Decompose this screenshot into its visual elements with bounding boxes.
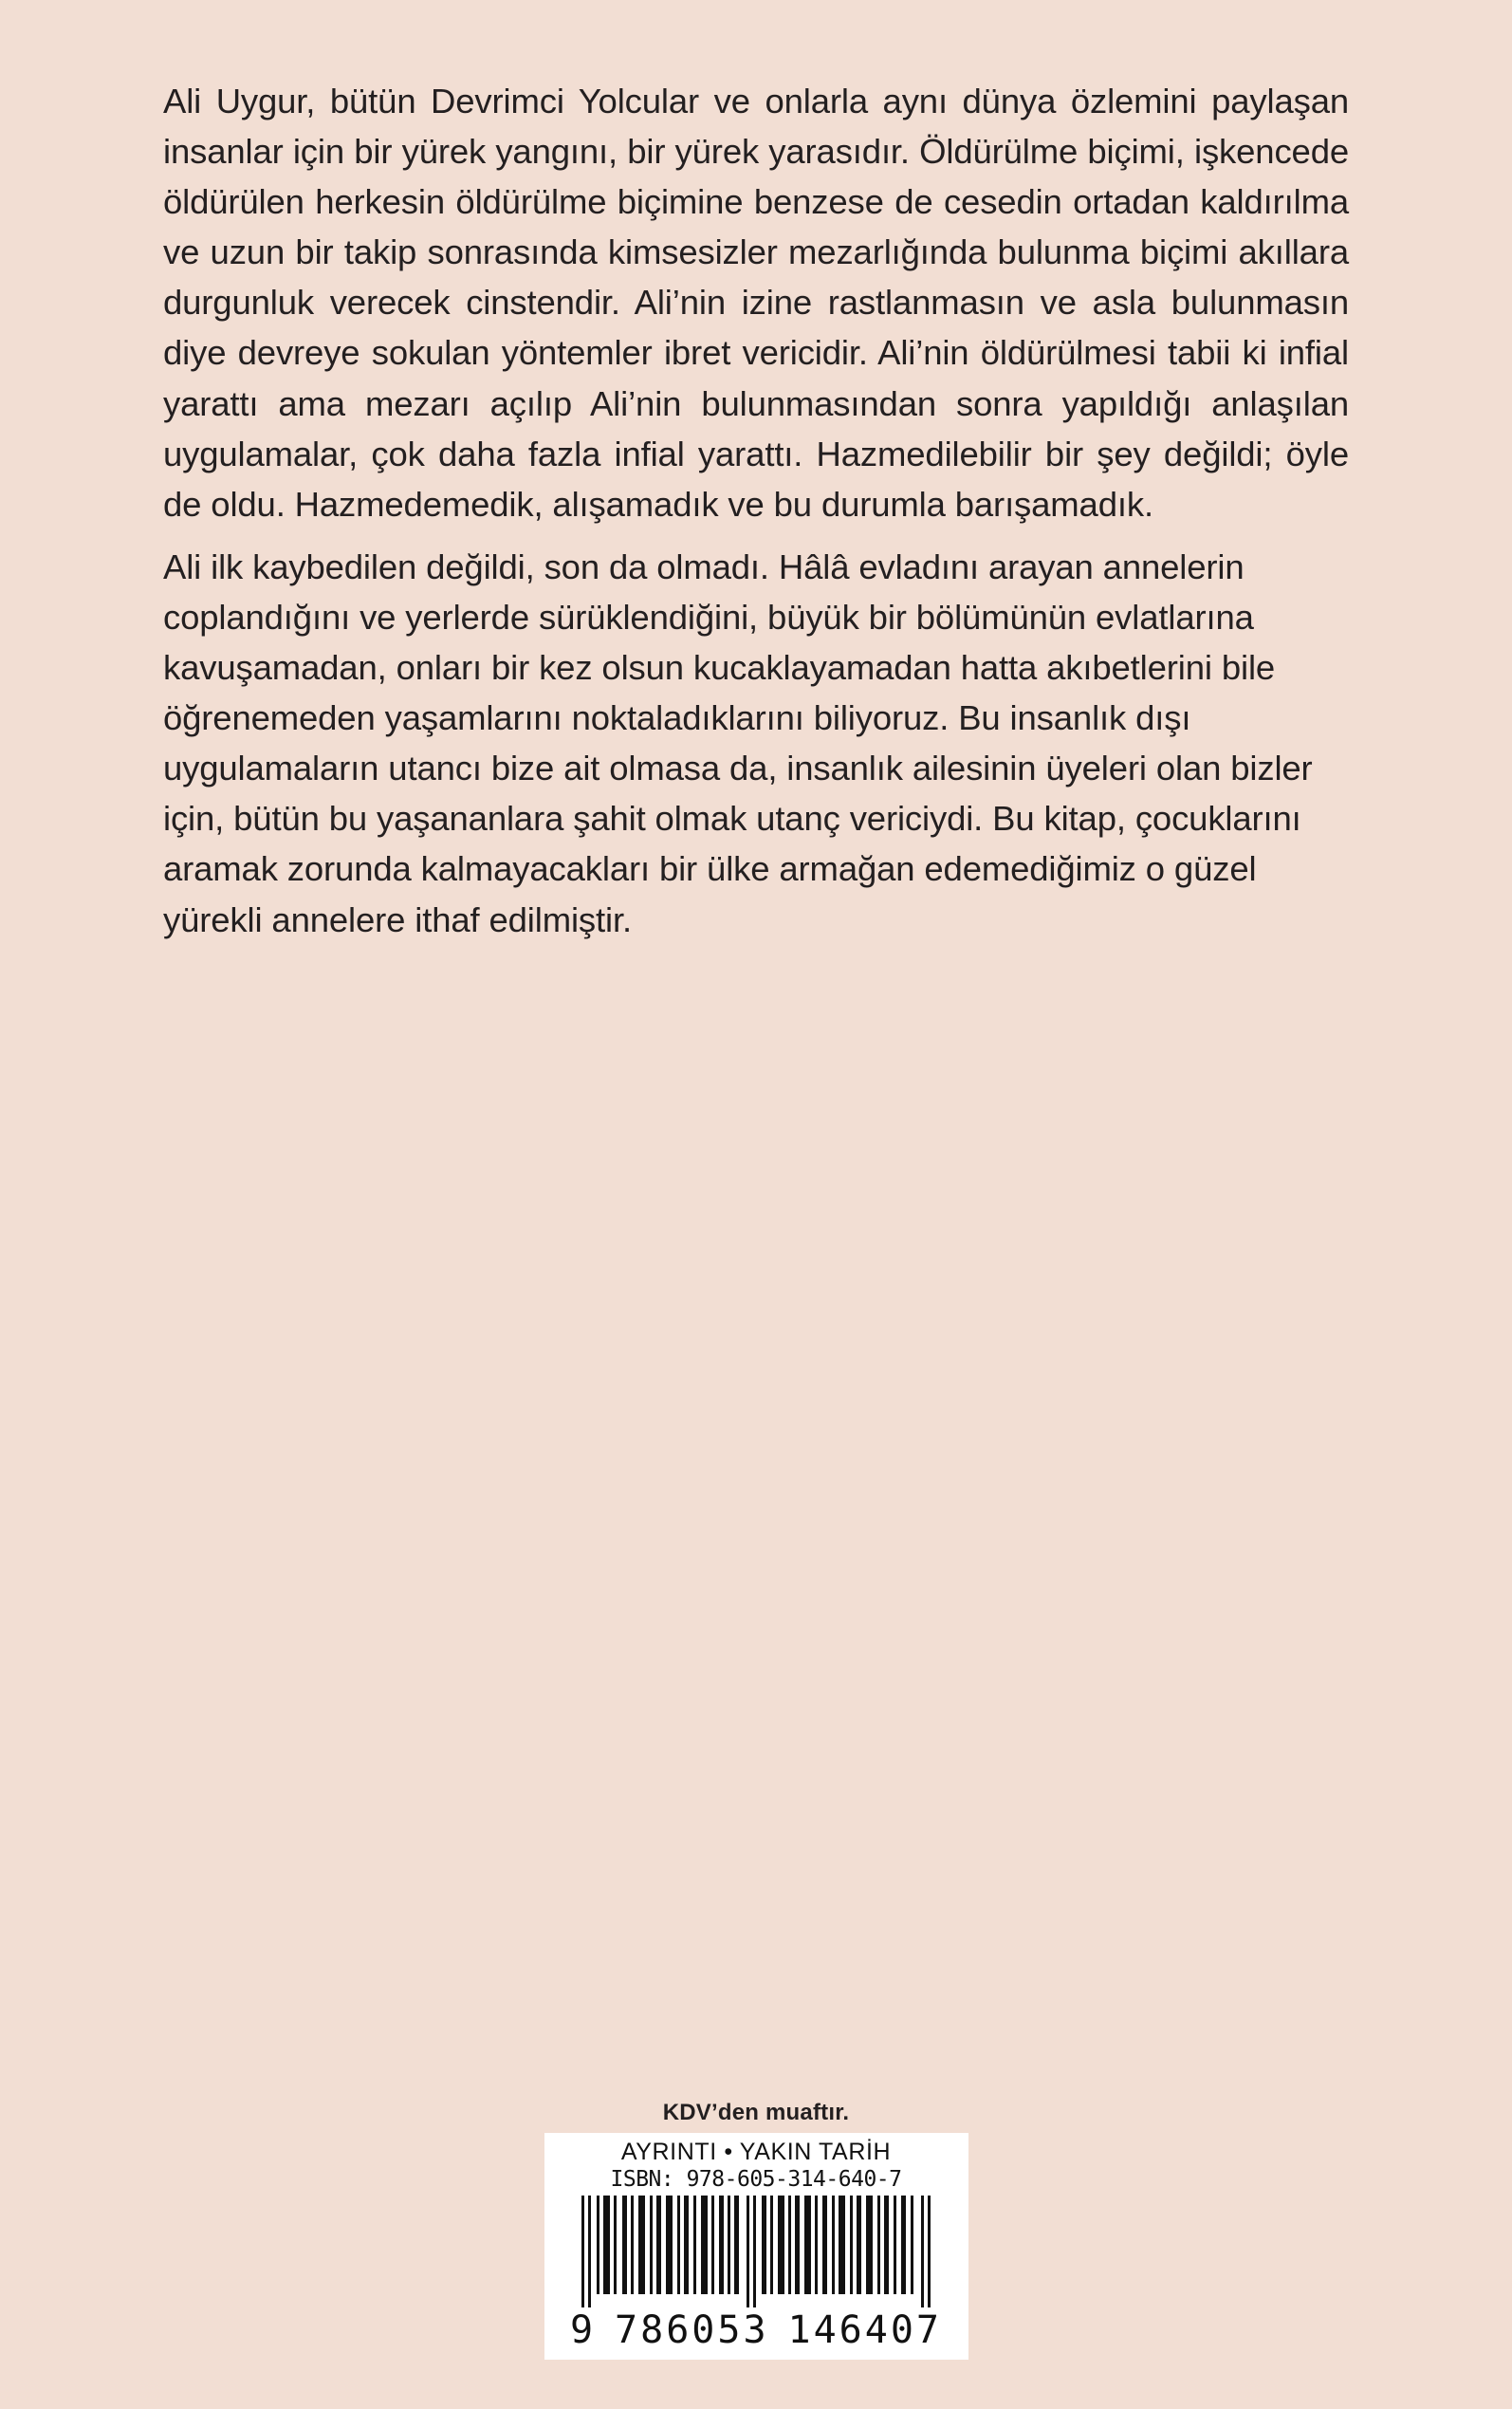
barcode-digit-group-middle: 786053	[615, 2308, 769, 2352]
blurb-text-block	[163, 76, 1349, 945]
barcode-digit-group-right: 146407	[787, 2308, 942, 2352]
series-label: AYRINTI • YAKIN TARİH	[620, 2139, 892, 2165]
footer-block	[0, 2100, 1512, 2360]
blurb-paragraph-2: Ali ilk kaybedilen değildi, son da olmadı. Hâlâ evladını arayan annelerin coplandığını ve yerlerde sürüklendiğini, büyük bir bölümünün evlatlarına kavuşamadan, onları bir kez olsun kucaklayamadan hatta akıbetlerini bile öğrenemeden yaşamlarını noktaladıklarını biliyoruz. Bu insanlık dışı uygulamaların utancı bize ait olmasa da, insanlık ailesinin üyeleri olan bizler için, bütün bu yaşananlara şahit olmak utanç vericiydi. Bu kitap, çocuklarını aramak zorunda kalmayacakları bir ülke armağan edemediğimiz o güzel yürekli annelere ithaf edilmiştir.	[163, 547, 1313, 939]
isbn-label: ISBN: 978-605-314-640-7	[610, 2167, 902, 2192]
barcode-box	[544, 2133, 968, 2360]
barcode-digits	[566, 2308, 946, 2352]
kdv-note: KDV’den muaftır.	[662, 2100, 850, 2125]
barcode-icon	[566, 2196, 946, 2307]
barcode-digit-group-left: 9	[570, 2308, 597, 2352]
blurb-paragraph-1: Ali Uygur, bütün Devrimci Yolcular ve onlarla aynı dünya özlemini paylaşan insanlar için bir yürek yangını, bir yürek yarasıdır. Öldürülme biçimi, işkencede öldürülen herkesin öldürülme biçimine benzese de cesedin ortadan kaldırılma ve uzun bir takip sonrasında kimsesizler mezarlığında bulunma biçimi akıllara durgunluk verecek cinstendir. Ali’nin izine rastlanmasın ve asla bulunmasın diye devreye sokulan yöntemler ibret vericidir. Ali’nin öldürülmesi tabii ki infial yarattı ama mezarı açılıp Ali’nin bulunmasından sonra yapıldığı anlaşılan uygulamalar, çok daha fazla infial yarattı. Hazmedilebilir bir şey değildi; öyle de oldu. Hazmedemedik, alışamadık ve bu durumla barışamadık.	[163, 82, 1349, 524]
